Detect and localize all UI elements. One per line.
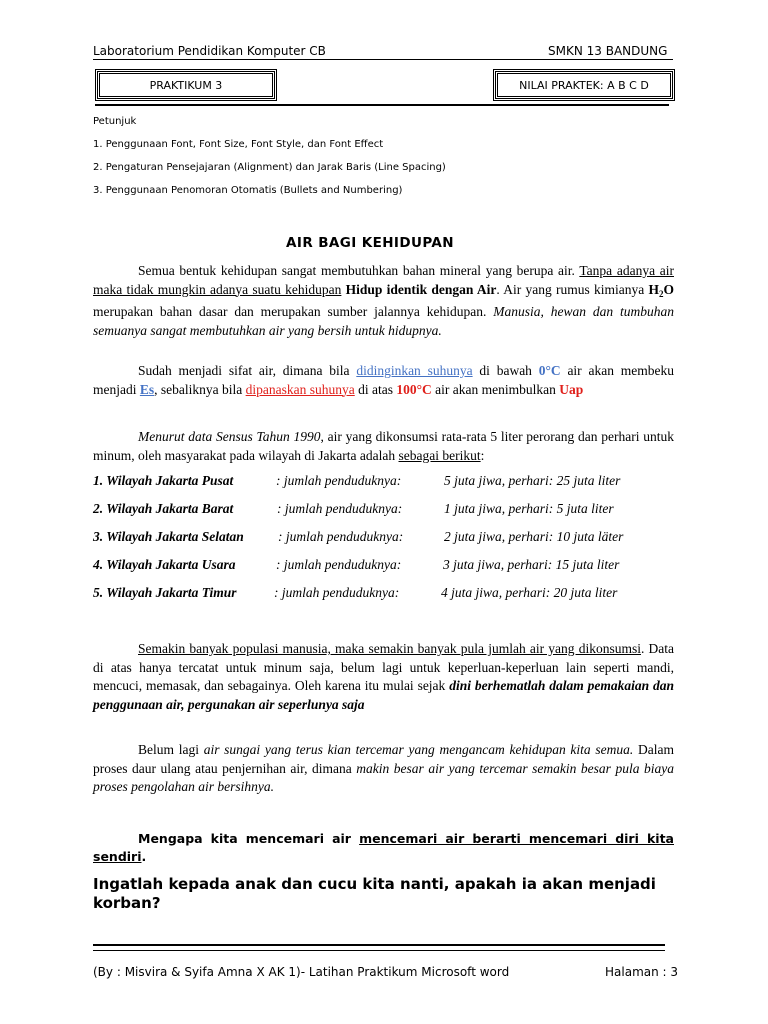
paragraph-population: Semakin banyak populasi manusia, maka semakin banyak pula jumlah air yang dikonsumsi. Data di atas hanya tercatat untuk minum saja, belum lagi untuk keperluan-keperluan lain seperti mandi, mencuci, memasak, dan sebagainya. Oleh karena itu mulai sejak dini berhematlah dalam pemakaian dan penggunaan air, pergunakan air seperlunya saja: [93, 641, 675, 712]
list-item: 2. Wilayah Jakarta Barat : jumlah penduduknya: 1 juta jiwa, perhari: 5 juta liter: [93, 501, 614, 516]
closing-question: Mengapa kita mencemari air mencemari air berarti mencemari diri kita sendiri.: [93, 831, 674, 864]
list-item: 4. Wilayah Jakarta Usara : jumlah penduduknya: 3 juta jiwa, perhari: 15 juta liter: [93, 557, 620, 572]
footer-divider-thin: [93, 950, 665, 951]
list-item: 5. Wilayah Jakarta Timur : jumlah penduduknya: 4 juta jiwa, perhari: 20 juta liter: [93, 585, 618, 600]
header-school-name: SMKN 13 BANDUNG: [548, 44, 668, 58]
box-underline: [95, 104, 669, 106]
header-lab-name: Laboratorium Pendidikan Komputer CB: [93, 44, 326, 58]
footer-divider: [93, 944, 665, 946]
list-item: 3. Wilayah Jakarta Selatan : jumlah penduduknya: 2 juta jiwa, perhari: 10 juta läter: [93, 529, 624, 544]
praktikum-label: PRAKTIKUM 3: [99, 73, 273, 97]
formula-h: H: [648, 281, 659, 297]
praktikum-box: [95, 69, 277, 101]
closing-reminder: Ingatlah kepada anak dan cucu kita nanti, apakah ia akan menjadi korban?: [93, 875, 656, 912]
paragraph-intro: Semua bentuk kehidupan sangat membutuhkan bahan mineral yang berupa air. Tanpa adanya air maka tidak mungkin adanya suatu kehidupan Hidup identik dengan Air. Air yang rumus kimianya $H_2O$ merupakan bahan dasar dan merupakan sumber jalannya kehidupan. Manusia, hewan dan tumbuhan semuanya sangat membutuhkan air yang bersih untuk hidupnya.: [93, 263, 675, 338]
paragraph-properties: Sudah menjadi sifat air, dimana bila didinginkan suhunya di bawah 0°C air akan membeku menjadi Es, sebaliknya bila dipanaskan suhunya di atas 100°C air akan menimbulkan Uap: [93, 363, 674, 397]
paragraph-pollution: Belum lagi air sungai yang terus kian tercemar yang mengancam kehidupan kita semua. Dalam proses daur ulang atau penjernihan air, dimana makin besar air yang tercemar semakin besar pula biaya proses pengolahan air bersihnya.: [93, 742, 674, 794]
page-number: Halaman : 3: [605, 965, 679, 979]
instruction-item: 2. Pengaturan Pensejajaran (Alignment) dan Jarak Baris (Line Spacing): [93, 162, 446, 173]
header-divider: [93, 59, 673, 60]
instructions-heading: Petunjuk: [93, 116, 137, 127]
paragraph-census: Menurut data Sensus Tahun 1990, air yang dikonsumsi rata-rata 5 liter perorang dan perhari untuk minum, oleh masyarakat pada wilayah di Jakarta adalah sebagai berikut:: [93, 429, 674, 463]
document-title: AIR BAGI KEHIDUPAN: [286, 235, 454, 251]
nilai-box: [493, 69, 675, 101]
formula-sub: 2: [659, 288, 664, 299]
footer-authors: (By : Misvira & Syifa Amna X AK 1)- Latihan Praktikum Microsoft word: [93, 965, 510, 979]
instruction-item: 3. Penggunaan Penomoran Otomatis (Bullets and Numbering): [93, 185, 403, 196]
instruction-item: 1. Penggunaan Font, Font Size, Font Style, dan Font Effect: [93, 139, 384, 150]
nilai-label: NILAI PRAKTEK: A B C D: [497, 73, 671, 97]
formula-o: O: [663, 281, 675, 297]
list-item: 1. Wilayah Jakarta Pusat : jumlah penduduknya: 5 juta jiwa, perhari: 25 juta liter: [93, 473, 621, 488]
